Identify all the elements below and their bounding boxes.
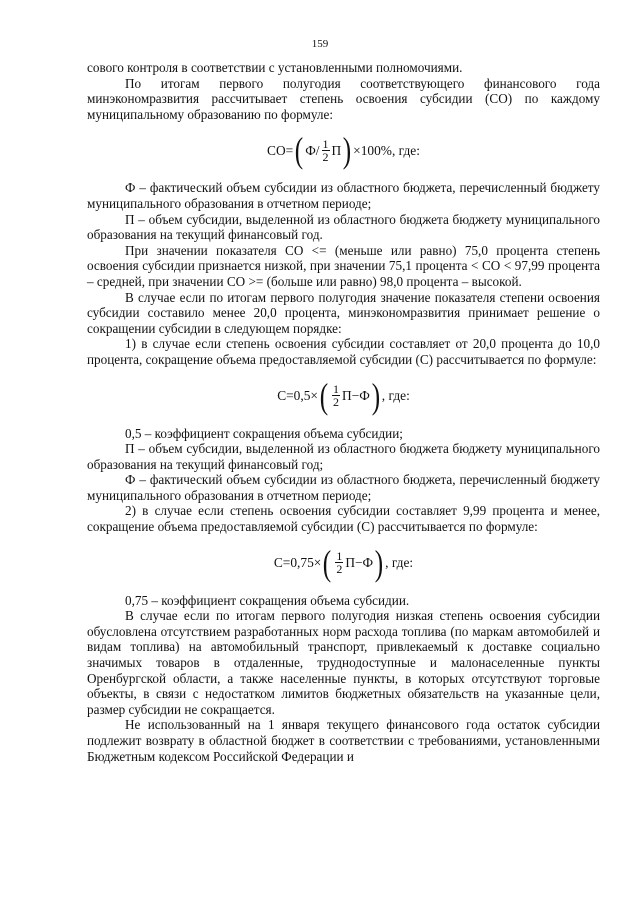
page-number: 159	[311, 38, 329, 50]
open-paren: (	[294, 130, 304, 171]
paragraph-def-p: П – объем субсидии, выделенной из областного бюджета бюджету муниципального образования на текущий финансовый год.	[87, 211, 600, 243]
formula-c-05	[87, 374, 600, 418]
fraction-denominator: 2	[322, 149, 329, 164]
fraction-half	[335, 550, 343, 575]
paragraph-thresholds: При значении показателя СО <= (меньше или равно) 75,0 процента степень освоения субсидии признается низкой, при значении 75,1 процента < СО < 97,99 процента – средней, при значении СО >= (больше или равно) 98,0 процента – высокой.	[87, 242, 600, 289]
paragraph-reduction: В случае если по итогам первого полугодия значение показателя степени освоения субсидии составило менее 20,0 процента, минэкономразвития принимает решение о сокращении субсидии в следующем порядке:	[87, 289, 600, 336]
paragraph-case-1: 1) в случае если степень освоения субсидии составляет от 20,0 процента до 10,0 процента, сокращение объема предоставляемой субсидии (С) рассчитывается по формуле:	[87, 336, 600, 367]
close-paren: )	[342, 130, 352, 171]
formula-so-phi: Ф/	[305, 142, 320, 158]
formula-so-left: СО=	[267, 142, 294, 158]
formula-c-075-left: С=0,75×	[273, 554, 322, 570]
fraction-denominator: 2	[336, 562, 343, 577]
formula-so-p: П	[331, 142, 342, 158]
formula-c-075-tail: , где:	[385, 554, 414, 570]
paragraph-coef-075: 0,75 – коэффициент сокращения объема субсидии.	[125, 592, 410, 608]
fraction-half	[322, 138, 330, 163]
paragraph-intro: сового контроля в соответствии с установленными полномочиями.	[87, 60, 463, 75]
close-paren: )	[371, 375, 380, 416]
paragraph-case-2: 2) в случае если степень освоения субсидии составляет 9,99 процента и менее, сокращение объема предоставляемой субсидии (С) рассчитывается по формуле:	[87, 503, 600, 535]
document-body	[87, 60, 600, 764]
fraction-half	[332, 383, 340, 408]
paragraph-unused-balance: Не использованный на 1 января текущего финансового года остаток субсидии подлежит возврату в областной бюджет в соответствии с требованиями, установленными Бюджетным кодексом Российской Федерации и	[87, 717, 600, 764]
close-paren: )	[374, 542, 384, 583]
open-paren: (	[323, 542, 332, 583]
fraction-numerator: 1	[332, 382, 339, 396]
open-paren: (	[319, 375, 329, 416]
paragraph-def-f-2: Ф – фактический объем субсидии из областного бюджета, перечисленный бюджету муниципального образования в отчетном периоде;	[87, 472, 600, 503]
paragraph-coef-05: 0,5 – коэффициент сокращения объема субсидии;	[125, 425, 403, 441]
formula-so-right: ×100%	[353, 142, 392, 158]
fraction-numerator: 1	[322, 136, 329, 151]
fraction-denominator: 2	[332, 395, 339, 409]
paragraph-fuel-norms: В случае если по итогам первого полугодия низкая степень освоения субсидии обусловлена отсутствием разработанных норм расхода топлива (по маркам автомобилей и видам топлива) на автомобильный транспорт, привлекаемый к доставке социально значимых товаров в отдаленные, труднодоступные и малонаселенные пункты Оренбургской области, а также населенные пункты, в которых отсутствуют торговые объекты, в связи с недостатком лимитов бюджетных обязательств на указанные цели, размер субсидии не сокращается.	[87, 608, 600, 717]
paragraph-so-calc: По итогам первого полугодия соответствующего финансового года минэкономразвития рассчитывает степень освоения субсидии (СО) по каждому муниципальному образованию по формуле:	[87, 75, 600, 122]
formula-so-tail: , где:	[391, 142, 420, 158]
formula-c-05-left: С=0,5×	[277, 387, 318, 403]
formula-c-05-rest: П−Ф	[341, 387, 370, 403]
formula-c-075-rest: П−Ф	[345, 554, 374, 570]
paragraph-def-p-2: П – объем субсидии, выделенной из областного бюджета бюджету муниципального образования на текущий финансовый год;	[87, 441, 600, 472]
formula-so	[87, 128, 600, 172]
fraction-numerator: 1	[336, 549, 343, 564]
formula-c-075	[87, 541, 600, 585]
formula-c-05-tail: , где:	[381, 387, 410, 403]
paragraph-def-f: Ф – фактический объем субсидии из областного бюджета, перечисленный бюджету муниципального образования в отчетном периоде;	[87, 180, 600, 211]
